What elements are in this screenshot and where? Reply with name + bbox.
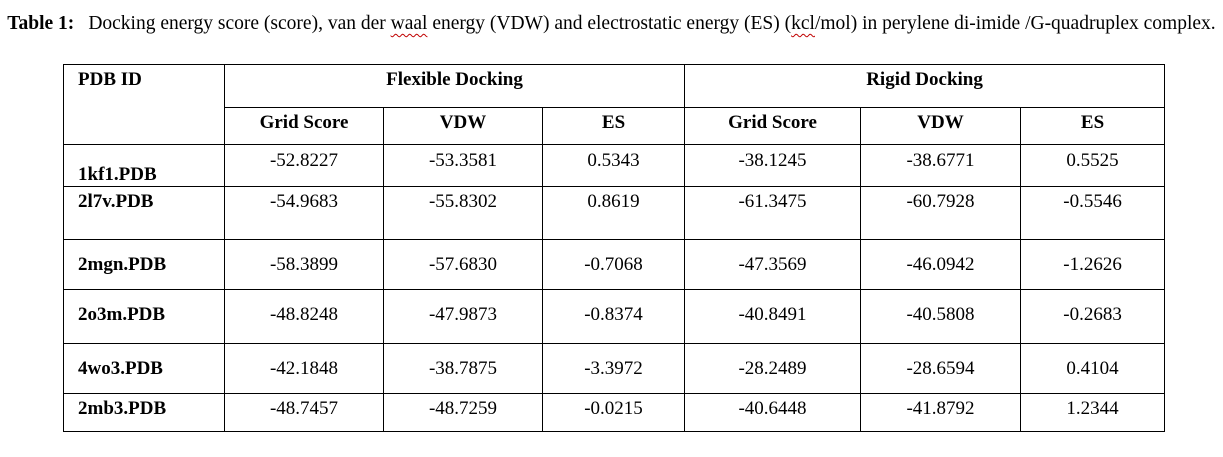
value-cell: -0.0215 xyxy=(543,394,685,432)
caption-word-kcl: kcl xyxy=(791,13,815,34)
pdb-id-cell: 2mgn.PDB xyxy=(64,240,225,290)
value-cell: -38.1245 xyxy=(685,145,861,187)
caption-label: Table 1: xyxy=(7,13,75,34)
value-cell: -40.8491 xyxy=(685,290,861,344)
value-cell: -28.2489 xyxy=(685,344,861,394)
value-cell: -40.5808 xyxy=(861,290,1021,344)
value-cell: -47.9873 xyxy=(384,290,543,344)
col-header: ES xyxy=(1021,108,1165,145)
table-row xyxy=(64,187,1165,240)
value-cell: -0.8374 xyxy=(543,290,685,344)
value-cell: -55.8302 xyxy=(384,187,543,240)
value-cell: -0.5546 xyxy=(1021,187,1165,240)
pdb-id-cell: 2mb3.PDB xyxy=(64,394,225,432)
pdb-id-cell: 2l7v.PDB xyxy=(64,187,225,240)
pdb-id-cell: 2o3m.PDB xyxy=(64,290,225,344)
docking-energy-table xyxy=(63,64,1165,432)
col-header: Grid Score xyxy=(225,108,384,145)
value-cell: -38.7875 xyxy=(384,344,543,394)
value-cell: -48.7259 xyxy=(384,394,543,432)
value-cell: -58.3899 xyxy=(225,240,384,290)
value-cell: -1.2626 xyxy=(1021,240,1165,290)
table-caption xyxy=(0,10,1223,37)
caption-word-waal: waal xyxy=(390,13,428,34)
value-cell: 0.8619 xyxy=(543,187,685,240)
table-row xyxy=(64,344,1165,394)
value-cell: -52.8227 xyxy=(225,145,384,187)
value-cell: -0.2683 xyxy=(1021,290,1165,344)
col-header: Grid Score xyxy=(685,108,861,145)
value-cell: -48.7457 xyxy=(225,394,384,432)
rigid-docking-header: Rigid Docking xyxy=(685,65,1165,108)
table-row xyxy=(64,240,1165,290)
pdb-id-cell: 1kf1.PDB xyxy=(64,145,225,187)
col-header: VDW xyxy=(384,108,543,145)
flexible-docking-header: Flexible Docking xyxy=(225,65,685,108)
caption-text-2: energy (VDW) and electrostatic energy (ES) ( xyxy=(427,13,792,34)
value-cell: -28.6594 xyxy=(861,344,1021,394)
value-cell: 0.5343 xyxy=(543,145,685,187)
value-cell: 0.5525 xyxy=(1021,145,1165,187)
pdb-id-header: PDB ID xyxy=(64,65,225,145)
caption-text-1: Docking energy score (score), van der xyxy=(88,13,391,34)
value-cell: -40.6448 xyxy=(685,394,861,432)
value-cell: -60.7928 xyxy=(861,187,1021,240)
value-cell: -41.8792 xyxy=(861,394,1021,432)
value-cell: 0.4104 xyxy=(1021,344,1165,394)
pdb-id-cell: 4wo3.PDB xyxy=(64,344,225,394)
col-header: ES xyxy=(543,108,685,145)
col-header: VDW xyxy=(861,108,1021,145)
value-cell: -48.8248 xyxy=(225,290,384,344)
value-cell: 1.2344 xyxy=(1021,394,1165,432)
value-cell: -46.0942 xyxy=(861,240,1021,290)
value-cell: -3.3972 xyxy=(543,344,685,394)
value-cell: -61.3475 xyxy=(685,187,861,240)
value-cell: -54.9683 xyxy=(225,187,384,240)
value-cell: -47.3569 xyxy=(685,240,861,290)
table-row xyxy=(64,145,1165,187)
caption-text-3: /mol) in perylene di-imide /G-quadruplex complex. xyxy=(814,13,1216,34)
table-row xyxy=(64,290,1165,344)
value-cell: -53.3581 xyxy=(384,145,543,187)
table-row xyxy=(64,394,1165,432)
value-cell: -57.6830 xyxy=(384,240,543,290)
value-cell: -38.6771 xyxy=(861,145,1021,187)
value-cell: -42.1848 xyxy=(225,344,384,394)
value-cell: -0.7068 xyxy=(543,240,685,290)
